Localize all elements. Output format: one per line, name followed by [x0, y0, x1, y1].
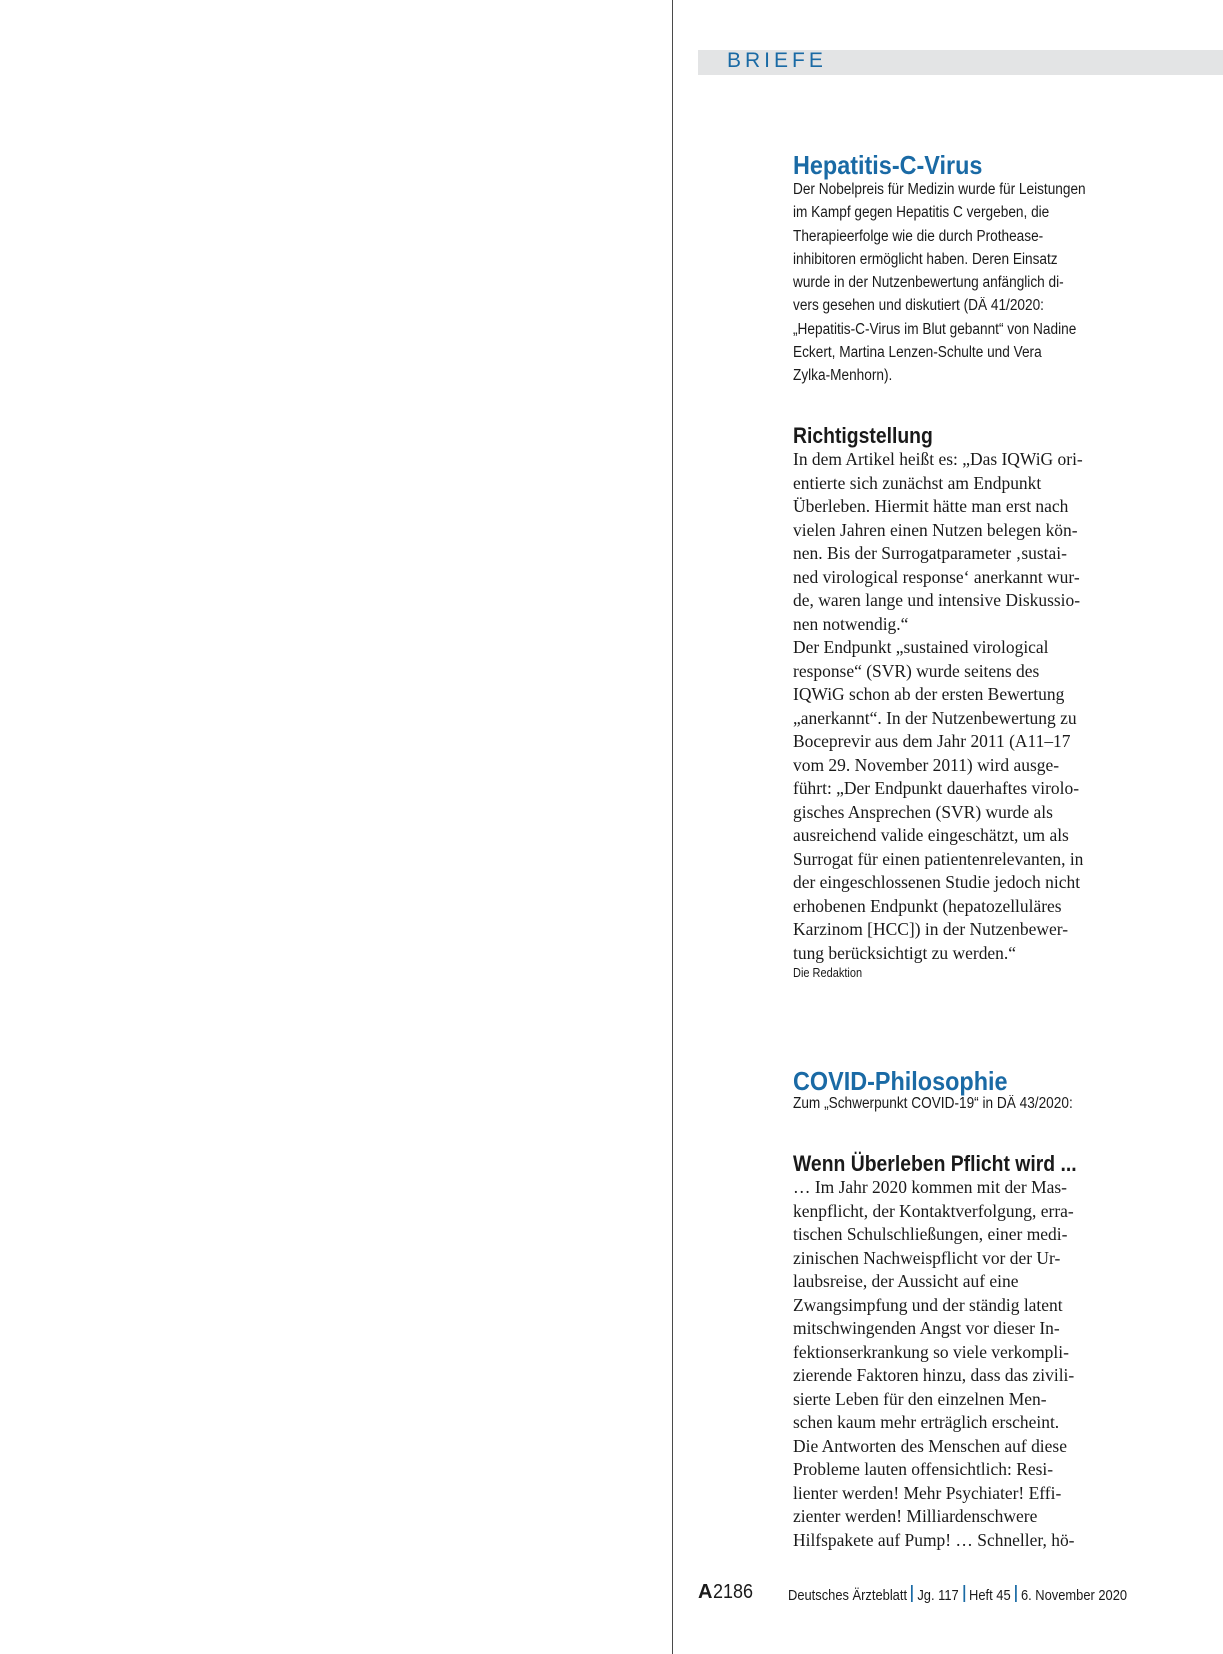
body-line: nen notwendig.“: [793, 613, 909, 634]
intro-line: „Hepatitis-C-Virus im Blut gebannt“ von Nadine: [793, 320, 1077, 338]
article-intro: [793, 178, 1123, 388]
journal-info: [788, 1585, 1127, 1604]
column-divider: [672, 0, 673, 1654]
letter-body: [793, 1176, 1123, 1552]
letter-ueberleben: [793, 1150, 1123, 1552]
letter-subtitle: Richtigstellung: [793, 423, 933, 448]
intro-line: Eckert, Martina Lenzen-Schulte und Vera: [793, 344, 1042, 362]
body-line: tischen Schulschließungen, einer medi-: [793, 1224, 1068, 1244]
intro-line: Der Nobelpreis für Medizin wurde für Leistungen: [793, 181, 1086, 198]
body-line: ausreichend valide eingeschätzt, um als: [793, 825, 1069, 845]
intro-line: Zylka-Menhorn).: [793, 367, 893, 385]
body-line: Zwangsimpfung und der ständig latent: [793, 1294, 1063, 1315]
body-line: kenpflicht, der Kontaktverfolgung, erra-: [793, 1200, 1074, 1221]
body-line: laubsreise, der Aussicht auf eine: [793, 1271, 1019, 1291]
body-line: Karzinom [HCC]) in der Nutzenbewer-: [793, 919, 1069, 939]
journal-name: Deutsches Ärzteblatt: [788, 1587, 908, 1604]
body-line: … Im Jahr 2020 kommen mit der Mas-: [793, 1177, 1067, 1197]
body-line: vom 29. November 2011) wird ausge-: [793, 754, 1060, 775]
body-line: Probleme lauten offensichtlich: Resi-: [793, 1459, 1054, 1479]
body-line: Überleben. Hiermit hätte man erst nach: [793, 496, 1069, 516]
body-line: Boceprevir aus dem Jahr 2011 (A11–17: [793, 731, 1071, 751]
article-hepatitis: [793, 150, 1123, 388]
letter-subtitle: Wenn Überleben Pflicht wird ...: [793, 1151, 1077, 1176]
intro-line: Therapieerfolge wie die durch Prothease-: [793, 227, 1044, 245]
body-line: „anerkannt“. In der Nutzenbewertung zu: [793, 707, 1077, 728]
letter-richtigstellung: [793, 422, 1123, 981]
body-line: de, waren lange und intensive Diskussio-: [793, 590, 1081, 610]
body-line: Hilfspakete auf Pump! … Schneller, hö-: [793, 1529, 1075, 1550]
body-line: erhobenen Endpunkt (hepatozelluläres: [793, 895, 1062, 916]
separator: [1015, 1585, 1017, 1602]
intro-line: im Kampf gegen Hepatitis C vergeben, die: [793, 204, 1050, 222]
body-line: Surrogat für einen patientenrelevanten, in: [793, 848, 1084, 869]
body-line: ned virological response‘ anerkannt wur-: [793, 566, 1080, 587]
body-line: zierende Faktoren hinzu, dass das zivili-: [793, 1365, 1075, 1385]
body-line: tung berücksichtigt zu werden.“: [793, 942, 1017, 963]
section-label: BRIEFE: [727, 49, 827, 72]
body-line: entierte sich zunächst am Endpunkt: [793, 472, 1042, 493]
body-line: mitschwingenden Angst vor dieser In-: [793, 1318, 1060, 1338]
body-line: schen kaum mehr erträglich erscheint.: [793, 1412, 1060, 1432]
body-line: Die Antworten des Menschen auf diese: [793, 1435, 1067, 1456]
page-number: 2186: [713, 1581, 754, 1603]
body-line: führt: „Der Endpunkt dauerhaftes virolo-: [793, 778, 1080, 798]
separator: [963, 1585, 965, 1602]
body-line: fektionserkrankung so viele verkompli-: [793, 1341, 1069, 1362]
journal-issue: Heft 45: [969, 1587, 1011, 1604]
body-line: gisches Ansprechen (SVR) wurde als: [793, 801, 1053, 822]
separator: [911, 1585, 913, 1602]
body-line: der eingeschlossenen Studie jedoch nicht: [793, 872, 1081, 892]
body-line: response“ (SVR) wurde seitens des: [793, 660, 1040, 681]
intro-line: wurde in der Nutzenbewertung anfänglich di-: [793, 274, 1064, 292]
body-line: IQWiG schon ab der ersten Bewertung: [793, 684, 1065, 704]
body-line: Der Endpunkt „sustained virological: [793, 637, 1049, 657]
letter-signature: Die Redaktion: [793, 966, 863, 980]
article-reference: Zum „Schwerpunkt COVID-19“ in DÄ 43/2020:: [793, 1095, 1073, 1112]
body-line: sierte Leben für den einzelnen Men-: [793, 1388, 1047, 1409]
journal-volume: Jg. 117: [917, 1587, 959, 1604]
body-line: In dem Artikel heißt es: „Das IQWiG ori-: [793, 449, 1083, 469]
body-line: lienter werden! Mehr Psychiater! Effi-: [793, 1482, 1062, 1503]
body-line: zienter werden! Milliardenschwere: [793, 1506, 1038, 1526]
letter-body: [793, 448, 1123, 965]
body-line: zinischen Nachweispflicht vor der Ur-: [793, 1247, 1061, 1268]
article-title: COVID-Philosophie: [793, 1066, 1008, 1096]
intro-line: inhibitoren ermöglicht haben. Deren Einsatz: [793, 250, 1058, 268]
page-letter: A: [698, 1581, 713, 1603]
intro-line: vers gesehen und diskutiert (DÄ 41/2020:: [793, 297, 1044, 315]
article-covid: [793, 1066, 1123, 1115]
article-title: Hepatitis-C-Virus: [793, 150, 983, 180]
journal-date: 6. November 2020: [1020, 1587, 1128, 1604]
body-line: nen. Bis der Surrogatparameter ‚sustai-: [793, 543, 1067, 563]
body-line: vielen Jahren einen Nutzen belegen kön-: [793, 519, 1078, 540]
